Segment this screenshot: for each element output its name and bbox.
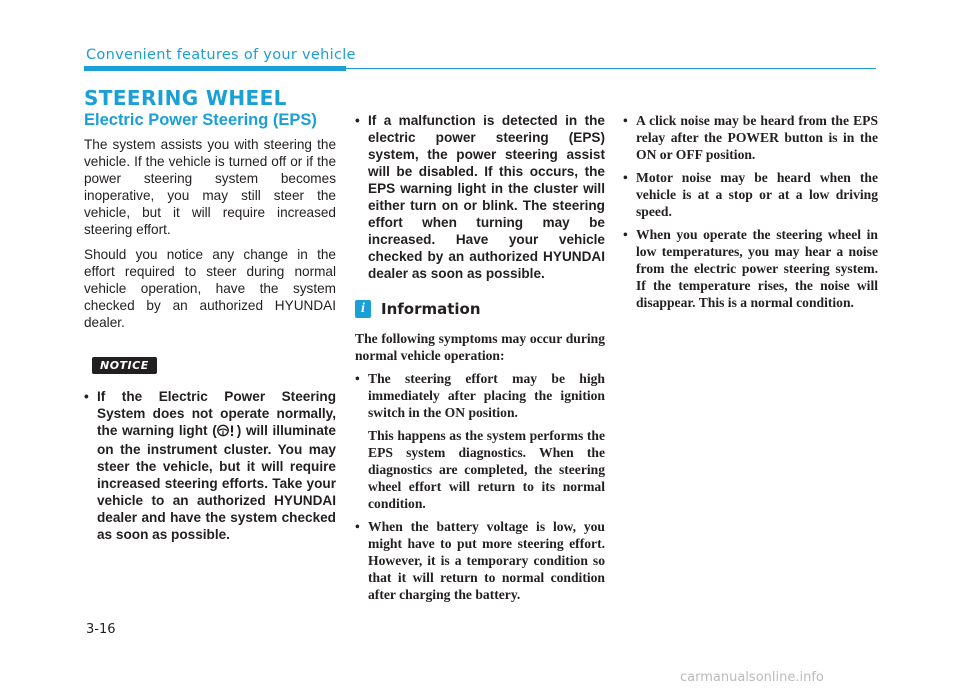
bullet-dot: • bbox=[623, 170, 628, 185]
information-intro: The following symptoms may occur during normal vehicle operation: bbox=[355, 331, 605, 363]
bullet-dot: • bbox=[623, 227, 628, 242]
info-bullet-text: Motor noise may be heard when the vehicle is at a stop or at a low driving speed. bbox=[636, 170, 878, 219]
info-bullet-battery bbox=[355, 518, 605, 603]
bullet-dot: • bbox=[355, 113, 360, 128]
malfunction-bullet-text: If a malfunction is detected in the electric power steering (EPS) system, the power steering assist will be disabled. If this occurs, the EPS warning light in the cluster will either turn on or blink. The steering effort when turning may be increased. Have your vehicle checked by an authorized HYUNDAI dealer as soon as possible. bbox=[368, 113, 605, 281]
info-bullet-text: When the battery voltage is low, you might have to put more steering effort. However, it is a temporary condition so that it will return to normal condition after charging the battery. bbox=[368, 519, 605, 602]
dealer-paragraph: Should you notice any change in the effort required to steer during normal vehicle operation, have the system checked by an authorized HYUNDAI dealer. bbox=[84, 247, 336, 330]
header-rule bbox=[346, 68, 876, 69]
subsection-title: Electric Power Steering (EPS) bbox=[84, 111, 317, 129]
information-heading bbox=[355, 300, 605, 318]
info-bullet-text: A click noise may be heard from the EPS relay after the POWER button is in the ON or OFF position. bbox=[636, 113, 878, 162]
column-right bbox=[623, 112, 878, 317]
info-bullet-text: The steering effort may be high immediately after placing the ignition switch in the ON position. bbox=[368, 371, 605, 420]
info-bullet-steering-effort bbox=[355, 370, 605, 421]
info-bullet-low-temperature bbox=[623, 226, 878, 311]
bullet-dot: • bbox=[355, 371, 360, 386]
bullet-dot: • bbox=[623, 113, 628, 128]
information-title: Information bbox=[381, 300, 481, 318]
page-number: 3-16 bbox=[86, 622, 116, 637]
notice-bullet bbox=[84, 388, 336, 543]
column-middle bbox=[355, 112, 605, 609]
column-left bbox=[84, 136, 336, 551]
info-icon: i bbox=[355, 300, 371, 318]
info-bullet-click-noise bbox=[623, 112, 878, 163]
notice-bullet-text: If the Electric Power Steering System does not operate normally, the warning light ( ) will illuminate on the instrument cluster. You may steer the vehicle, but it will require increased steering efforts. Take your vehicle to an authorized HYUNDAI dealer and have the system checked as soon as possible. bbox=[97, 389, 336, 542]
header-accent-bar bbox=[84, 66, 346, 71]
notice-badge: NOTICE bbox=[92, 357, 157, 374]
section-title: STEERING WHEEL bbox=[84, 86, 287, 110]
info-bullet-subparagraph: This happens as the system performs the EPS system diagnostics. When the diagnostics are completed, the steering wheel effort will return to its normal condition. bbox=[368, 428, 605, 511]
bullet-dot: • bbox=[84, 389, 89, 404]
malfunction-bullet bbox=[355, 112, 605, 282]
header-section-label: Convenient features of your vehicle bbox=[86, 47, 356, 63]
watermark: carmanualsonline.info bbox=[680, 670, 824, 685]
info-bullet-motor-noise bbox=[623, 169, 878, 220]
steering-warning-icon bbox=[217, 424, 237, 441]
info-bullet-text: When you operate the steering wheel in low temperatures, you may hear a noise from the electric power steering system. If the temperature rises, the noise will disappear. This is a normal condition. bbox=[636, 227, 878, 310]
intro-paragraph: The system assists you with steering the vehicle. If the vehicle is turned off or if the power steering system becomes inoperative, you may still steer the vehicle, but it will require increased steering effort. bbox=[84, 137, 336, 237]
bullet-dot: • bbox=[355, 519, 360, 534]
